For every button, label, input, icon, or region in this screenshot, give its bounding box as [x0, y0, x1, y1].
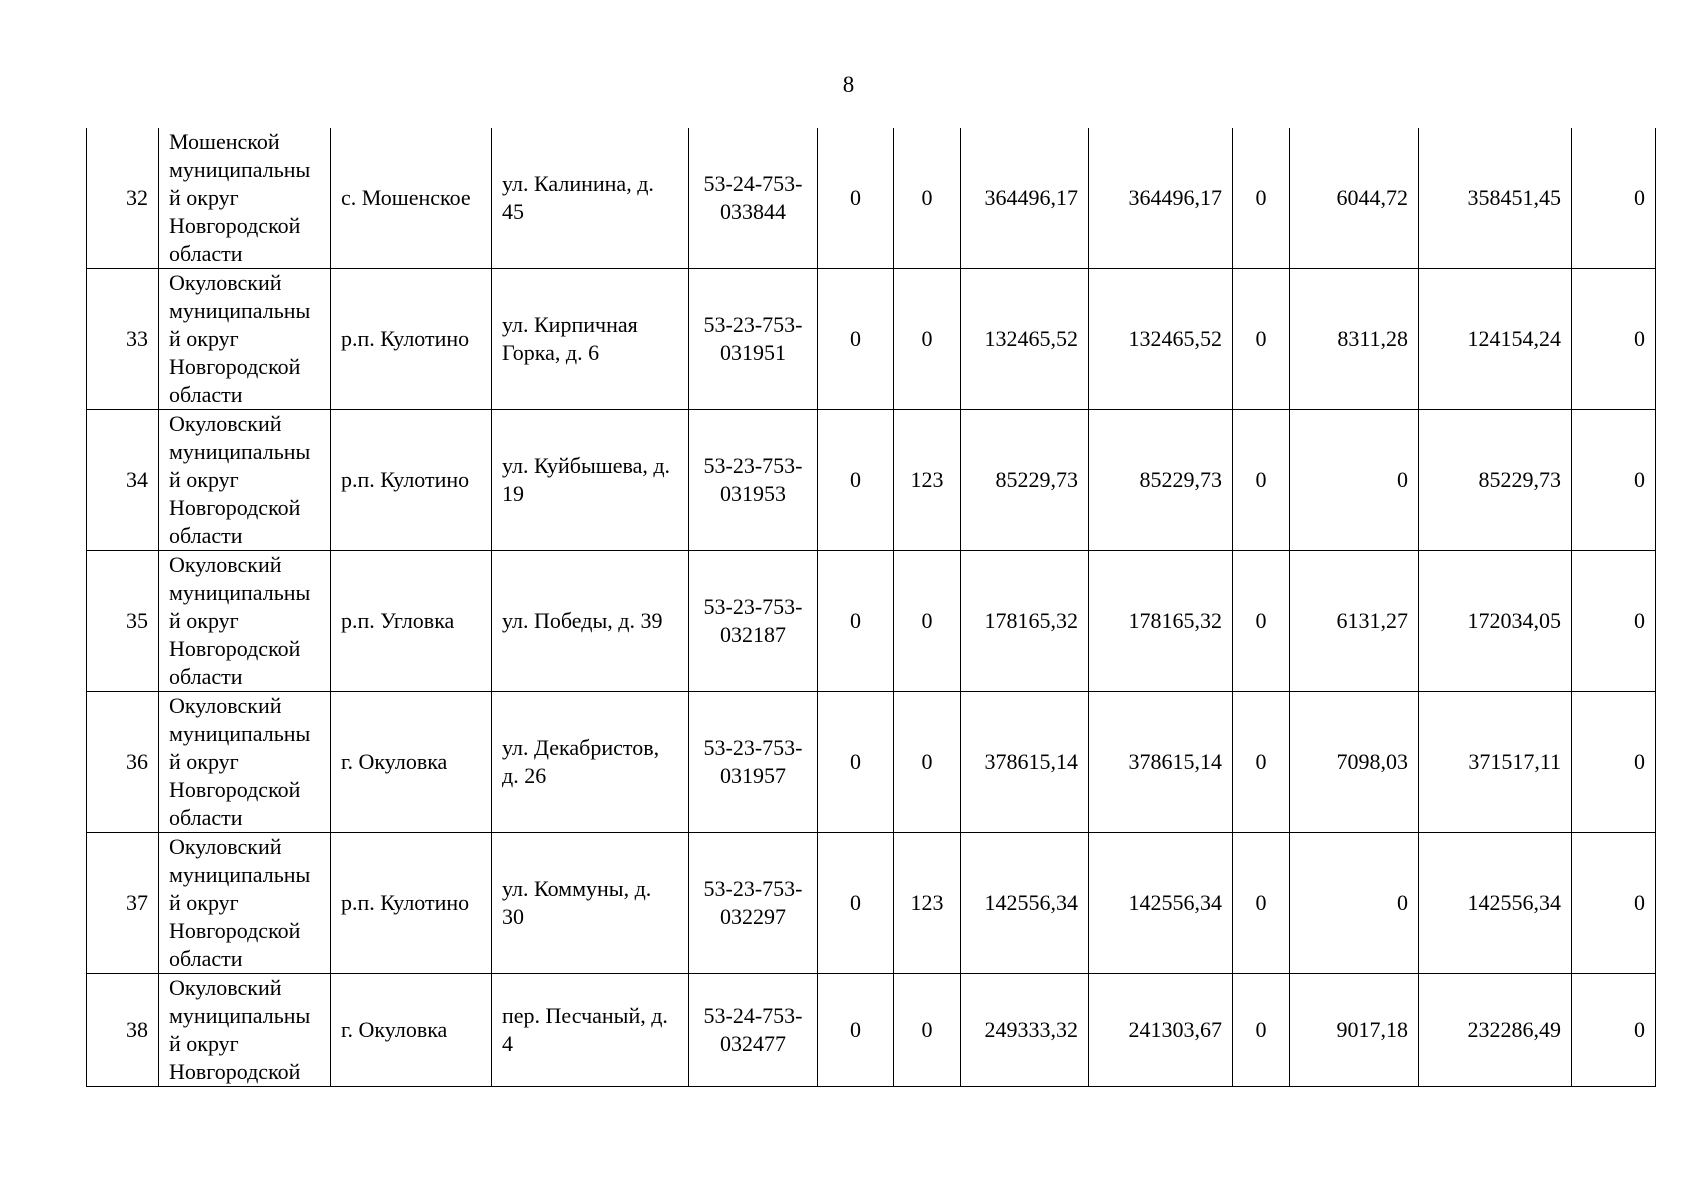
value-cell-8: 0: [1572, 410, 1656, 551]
value-cell-3: 132465,52: [961, 269, 1089, 410]
value-cell-4: 132465,52: [1089, 269, 1233, 410]
row-number-cell: 33: [87, 269, 159, 410]
value-cell-4: 85229,73: [1089, 410, 1233, 551]
municipality-cell: Окуловский муниципальный округ Новгородской области: [159, 551, 331, 692]
value-cell-3: 85229,73: [961, 410, 1089, 551]
municipality-cell: Окуловский муниципальный округ Новгородской области: [159, 692, 331, 833]
value-cell-7: 142556,34: [1419, 833, 1572, 974]
value-cell-2: 0: [894, 692, 961, 833]
value-cell-8: 0: [1572, 128, 1656, 269]
value-cell-5: 0: [1233, 833, 1290, 974]
value-cell-1: 0: [818, 833, 894, 974]
address-cell: ул. Кирпичная Горка, д. 6: [492, 269, 689, 410]
address-cell: ул. Победы, д. 39: [492, 551, 689, 692]
value-cell-1: 0: [818, 410, 894, 551]
value-cell-6: 0: [1290, 410, 1419, 551]
table-row: [87, 551, 1656, 692]
value-cell-1: 0: [818, 269, 894, 410]
value-cell-2: 123: [894, 410, 961, 551]
value-cell-7: 232286,49: [1419, 974, 1572, 1087]
settlement-cell: р.п. Кулотино: [331, 410, 492, 551]
value-cell-1: 0: [818, 692, 894, 833]
code-cell: 53-23-753-032187: [689, 551, 818, 692]
value-cell-6: 7098,03: [1290, 692, 1419, 833]
code-cell: 53-23-753-031951: [689, 269, 818, 410]
row-number-cell: 36: [87, 692, 159, 833]
value-cell-8: 0: [1572, 833, 1656, 974]
address-cell: ул. Декабристов, д. 26: [492, 692, 689, 833]
value-cell-2: 0: [894, 551, 961, 692]
value-cell-5: 0: [1233, 410, 1290, 551]
value-cell-7: 358451,45: [1419, 128, 1572, 269]
table-row: [87, 269, 1656, 410]
settlement-cell: р.п. Угловка: [331, 551, 492, 692]
table-row: [87, 833, 1656, 974]
value-cell-7: 124154,24: [1419, 269, 1572, 410]
settlement-cell: г. Окуловка: [331, 974, 492, 1087]
value-cell-4: 142556,34: [1089, 833, 1233, 974]
municipality-cell: Окуловский муниципальный округ Новгородской области: [159, 269, 331, 410]
table-body: [87, 128, 1656, 1087]
value-cell-3: 249333,32: [961, 974, 1089, 1087]
value-cell-3: 178165,32: [961, 551, 1089, 692]
table-row: [87, 692, 1656, 833]
value-cell-2: 123: [894, 833, 961, 974]
value-cell-5: 0: [1233, 551, 1290, 692]
row-number-cell: 32: [87, 128, 159, 269]
value-cell-7: 85229,73: [1419, 410, 1572, 551]
value-cell-6: 6131,27: [1290, 551, 1419, 692]
value-cell-8: 0: [1572, 974, 1656, 1087]
row-number-cell: 38: [87, 974, 159, 1087]
value-cell-2: 0: [894, 974, 961, 1087]
settlement-cell: р.п. Кулотино: [331, 833, 492, 974]
municipality-cell: Окуловский муниципальный округ Новгородской области: [159, 410, 331, 551]
value-cell-5: 0: [1233, 128, 1290, 269]
value-cell-4: 178165,32: [1089, 551, 1233, 692]
page-number: 8: [842, 72, 855, 97]
value-cell-5: 0: [1233, 974, 1290, 1087]
value-cell-5: 0: [1233, 692, 1290, 833]
code-cell: 53-24-753-032477: [689, 974, 818, 1087]
value-cell-7: 172034,05: [1419, 551, 1572, 692]
row-number-cell: 37: [87, 833, 159, 974]
value-cell-8: 0: [1572, 551, 1656, 692]
value-cell-5: 0: [1233, 269, 1290, 410]
value-cell-4: 364496,17: [1089, 128, 1233, 269]
value-cell-3: 142556,34: [961, 833, 1089, 974]
settlement-cell: с. Мошенское: [331, 128, 492, 269]
value-cell-8: 0: [1572, 269, 1656, 410]
value-cell-3: 364496,17: [961, 128, 1089, 269]
row-number-cell: 34: [87, 410, 159, 551]
address-cell: пер. Песчаный, д. 4: [492, 974, 689, 1087]
table-row: [87, 128, 1656, 269]
row-number-cell: 35: [87, 551, 159, 692]
value-cell-2: 0: [894, 128, 961, 269]
value-cell-6: 8311,28: [1290, 269, 1419, 410]
value-cell-4: 241303,67: [1089, 974, 1233, 1087]
address-cell: ул. Куйбышева, д. 19: [492, 410, 689, 551]
value-cell-4: 378615,14: [1089, 692, 1233, 833]
municipality-cell: Окуловский муниципальный округ Новгородской области: [159, 833, 331, 974]
value-cell-6: 0: [1290, 833, 1419, 974]
municipality-cell: Мошенской муниципальный округ Новгородской области: [159, 128, 331, 269]
value-cell-6: 9017,18: [1290, 974, 1419, 1087]
value-cell-2: 0: [894, 269, 961, 410]
value-cell-1: 0: [818, 128, 894, 269]
code-cell: 53-23-753-031957: [689, 692, 818, 833]
value-cell-7: 371517,11: [1419, 692, 1572, 833]
table-row: [87, 974, 1656, 1087]
value-cell-1: 0: [818, 974, 894, 1087]
address-cell: ул. Коммуны, д. 30: [492, 833, 689, 974]
value-cell-8: 0: [1572, 692, 1656, 833]
code-cell: 53-23-753-031953: [689, 410, 818, 551]
value-cell-1: 0: [818, 551, 894, 692]
code-cell: 53-23-753-032297: [689, 833, 818, 974]
table-row: [87, 410, 1656, 551]
settlement-cell: г. Окуловка: [331, 692, 492, 833]
data-table: [86, 128, 1656, 1087]
settlement-cell: р.п. Кулотино: [331, 269, 492, 410]
value-cell-6: 6044,72: [1290, 128, 1419, 269]
address-cell: ул. Калинина, д. 45: [492, 128, 689, 269]
municipality-cell: Окуловский муниципальный округ Новгородской: [159, 974, 331, 1087]
code-cell: 53-24-753-033844: [689, 128, 818, 269]
value-cell-3: 378615,14: [961, 692, 1089, 833]
